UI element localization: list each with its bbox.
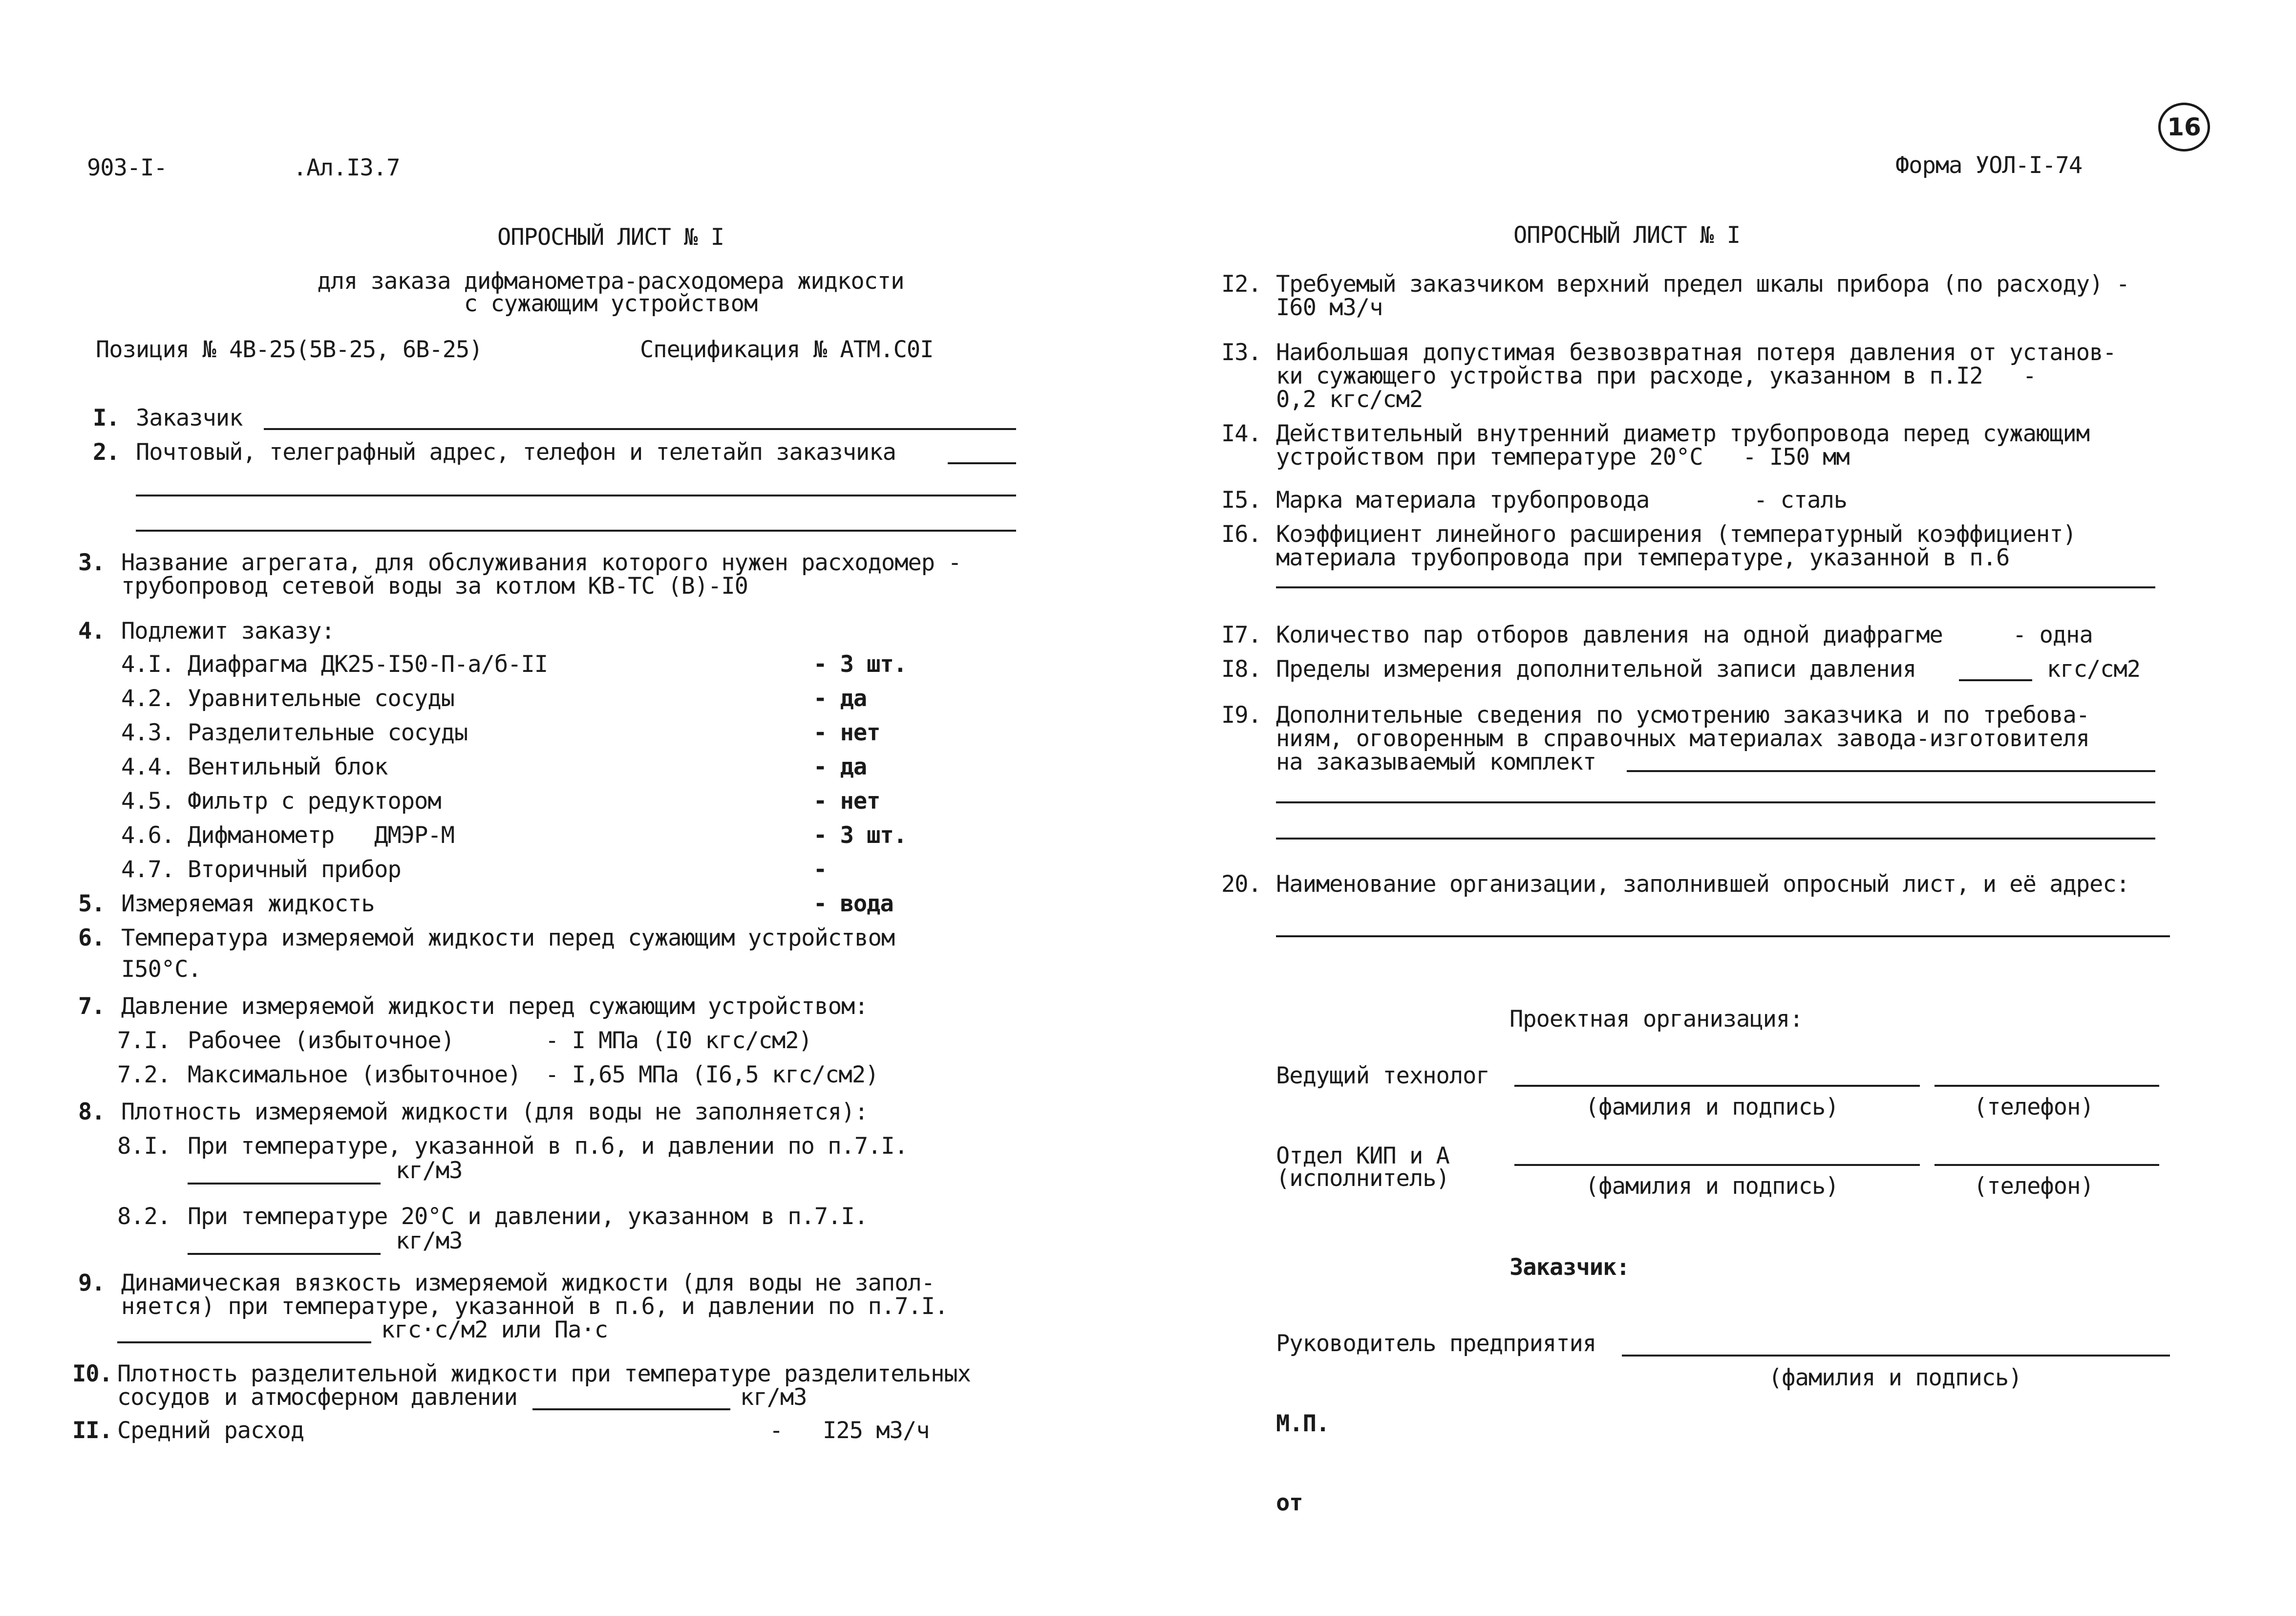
item-11-value: - I25 м3/ч xyxy=(769,1417,930,1444)
item-4-1-label: Диафрагма ДК25-I50-П-а/б-II xyxy=(188,651,548,678)
item-19-line-3: на заказываемый комплект xyxy=(1276,749,1596,776)
position: Позиция № 4В-25(5В-25, 6В-25) xyxy=(96,336,483,363)
item-4-2-value: - да xyxy=(813,685,867,712)
pressure-range-blank xyxy=(1959,679,2032,681)
executor-label: (исполнитель) xyxy=(1276,1165,1449,1192)
item-4-7-label: Вторичный прибор xyxy=(188,856,401,883)
item-4-5-value: - нет xyxy=(813,788,880,815)
item-14-line-2: устройством при температуре 20°С - I50 мм xyxy=(1276,444,1850,471)
item-8-number: 8. xyxy=(78,1099,105,1125)
item-13-line-2: ки сужающего устройства при расходе, указанном в п.I2 - xyxy=(1276,363,2036,389)
item-4-5-label: Фильтр с редуктором xyxy=(188,788,441,815)
item-10-number: I0. xyxy=(72,1360,112,1387)
lead-technologist-label: Ведущий технолог xyxy=(1276,1062,1489,1089)
item-11-number: II. xyxy=(72,1417,112,1444)
item-4-2-number: 4.2. xyxy=(121,685,175,712)
item-9-line-1: Динамическая вязкость измеряемой жидкости (для воды не запол- xyxy=(121,1270,935,1296)
viscosity-blank xyxy=(117,1341,371,1343)
item-4-3-label: Разделительные сосуды xyxy=(188,719,468,746)
item-17-label: Количество пар отборов давления на одной диафрагме xyxy=(1276,622,1943,648)
item-7-1-value: - I МПа (I0 кгс/см2) xyxy=(545,1027,812,1054)
right-title: ОПРОСНЫЙ ЛИСТ № I xyxy=(1513,222,1741,249)
item-8-1-number: 8.I. xyxy=(117,1133,171,1160)
item-10-unit: кг/м3 xyxy=(740,1384,807,1411)
item-19-line-1: Дополнительные сведения по усмотрению заказчика и по требова- xyxy=(1276,702,2090,729)
item-4-1-number: 4.I. xyxy=(121,651,175,678)
item-1-number: I. xyxy=(93,405,120,431)
item-4-5-number: 4.5. xyxy=(121,788,175,815)
item-4-label: Подлежит заказу: xyxy=(121,618,335,645)
item-14-line-1: Действительный внутренний диаметр трубопровода перед сужающим xyxy=(1276,420,2090,447)
item-12-number: I2. xyxy=(1221,271,1261,298)
item-15-label: Марка материала трубопровода xyxy=(1276,487,1650,514)
item-4-4-number: 4.4. xyxy=(121,754,175,780)
item-8-label: Плотность измеряемой жидкости (для воды не заполняется): xyxy=(121,1099,868,1125)
head-signature-blank xyxy=(1622,1355,2170,1357)
additional-info-blank-3 xyxy=(1276,838,2155,840)
item-7-1-label: Рабочее (избыточное) xyxy=(188,1027,454,1054)
kip-phone-caption: (телефон) xyxy=(1974,1173,2094,1200)
item-5-number: 5. xyxy=(78,890,105,917)
address-blank-1 xyxy=(948,462,1016,464)
item-4-4-value: - да xyxy=(813,754,867,780)
item-12-line-1: Требуемый заказчиком верхний предел шкалы прибора (по расходу) - xyxy=(1276,271,2129,298)
item-4-number: 4. xyxy=(78,618,105,645)
item-1-label: Заказчик xyxy=(136,405,243,431)
item-16-number: I6. xyxy=(1221,521,1261,548)
lead-technologist-phone-blank xyxy=(1935,1085,2159,1087)
date-label: от xyxy=(1276,1489,1303,1516)
item-11-label: Средний расход xyxy=(117,1417,304,1444)
item-4-1-value: - 3 шт. xyxy=(813,651,907,678)
item-4-3-value: - нет xyxy=(813,719,880,746)
item-4-6-label: Дифманометр ДМЭР-М xyxy=(188,822,454,849)
kip-name-caption: (фамилия и подпись) xyxy=(1585,1173,1839,1200)
item-5-value: - вода xyxy=(813,890,893,917)
item-10-line-1: Плотность разделительной жидкости при температуре разделительных xyxy=(117,1360,971,1387)
page-number-stamp xyxy=(2158,103,2210,151)
separating-density-blank xyxy=(532,1408,730,1410)
item-9-unit: кгс·с/м2 или Па·с xyxy=(381,1316,608,1343)
kip-signature-blank xyxy=(1514,1164,1920,1166)
item-7-2-label: Максимальное (избыточное) xyxy=(188,1061,521,1088)
item-2-number: 2. xyxy=(93,439,120,466)
item-9-number: 9. xyxy=(78,1270,105,1296)
density-8-1-blank xyxy=(188,1183,381,1185)
item-20-number: 20. xyxy=(1221,871,1261,898)
item-4-3-number: 4.3. xyxy=(121,719,175,746)
item-6-line-2: I50°С. xyxy=(121,956,201,983)
item-19-number: I9. xyxy=(1221,702,1261,729)
additional-info-blank-2 xyxy=(1276,801,2155,803)
item-4-7-value: - xyxy=(813,856,827,883)
lead-technologist-signature-blank xyxy=(1514,1085,1920,1087)
customer-blank xyxy=(264,428,1016,430)
item-8-1-unit: кг/м3 xyxy=(396,1157,463,1184)
item-18-label: Пределы измерения дополнительной записи давления xyxy=(1276,656,1916,683)
item-3-line-2: трубопровод сетевой воды за котлом КВ-ТС (В)-I0 xyxy=(121,573,748,600)
item-7-number: 7. xyxy=(78,993,105,1020)
form-code: Форма УОЛ-I-74 xyxy=(1895,152,2083,179)
address-blank-2 xyxy=(136,495,1016,496)
item-6-line-1: Температура измеряемой жидкости перед сужающим устройством xyxy=(121,925,895,951)
item-8-2-label: При температуре 20°С и давлении, указанном в п.7.I. xyxy=(188,1203,868,1230)
item-8-2-unit: кг/м3 xyxy=(396,1228,463,1254)
item-2-label: Почтовый, телеграфный адрес, телефон и телетайп заказчика xyxy=(136,439,896,466)
item-18-number: I8. xyxy=(1221,656,1261,683)
item-5-label: Измеряемая жидкость xyxy=(121,890,375,917)
item-20-label: Наименование организации, заполнившей опросный лист, и её адрес: xyxy=(1276,871,2129,898)
left-title: ОПРОСНЫЙ ЛИСТ № I xyxy=(497,224,724,251)
item-3-line-1: Название агрегата, для обслуживания которого нужен расходомер - xyxy=(121,549,961,576)
item-14-number: I4. xyxy=(1221,420,1261,447)
left-subtitle-2: с сужающим устройством xyxy=(464,290,758,317)
item-15-number: I5. xyxy=(1221,487,1261,514)
item-19-line-2: ниям, оговоренным в справочных материалах завода-изготовителя xyxy=(1276,725,2090,752)
item-4-6-value: - 3 шт. xyxy=(813,822,907,849)
item-10-line-2: сосудов и атмосферном давлении xyxy=(117,1384,517,1411)
specification: Спецификация № АТМ.С0I xyxy=(640,336,934,363)
coefficient-blank xyxy=(1276,586,2155,588)
item-4-4-label: Вентильный блок xyxy=(188,754,388,780)
item-18-unit: кгс/см2 xyxy=(2047,656,2141,683)
page-number: 16 xyxy=(2167,113,2201,141)
item-13-line-1: Наибольшая допустимая безвозвратная потеря давления от установ- xyxy=(1276,339,2116,366)
left-subtitle-1: для заказа дифманометра-расходомера жидкости xyxy=(317,268,904,295)
item-7-2-value: - I,65 МПа (I6,5 кгс/см2) xyxy=(545,1061,879,1088)
item-17-number: I7. xyxy=(1221,622,1261,648)
item-9-line-2: няется) при температуре, указанной в п.6, и давлении по п.7.I. xyxy=(121,1293,948,1320)
lead-technologist-name-caption: (фамилия и подпись) xyxy=(1585,1094,1839,1120)
head-of-enterprise-label: Руководитель предприятия xyxy=(1276,1330,1596,1357)
item-8-1-label: При температуре, указанной в п.6, и давлении по п.7.I. xyxy=(188,1133,908,1160)
kip-department-label: Отдел КИП и А xyxy=(1276,1142,1449,1169)
additional-info-blank-1 xyxy=(1627,770,2155,772)
head-name-caption: (фамилия и подпись) xyxy=(1768,1364,2022,1391)
item-7-1-number: 7.I. xyxy=(117,1027,171,1054)
item-4-2-label: Уравнительные сосуды xyxy=(188,685,454,712)
organization-address-blank xyxy=(1276,935,2170,937)
item-8-2-number: 8.2. xyxy=(117,1203,171,1230)
item-4-6-number: 4.6. xyxy=(121,822,175,849)
seal-place-label: М.П. xyxy=(1276,1410,1330,1437)
density-8-2-blank xyxy=(188,1253,381,1255)
item-12-line-2: I60 м3/ч xyxy=(1276,294,1383,321)
lead-technologist-phone-caption: (телефон) xyxy=(1974,1094,2094,1120)
design-organization-label: Проектная организация: xyxy=(1509,1006,1803,1033)
item-16-line-1: Коэффициент линейного расширения (температурный коэффициент) xyxy=(1276,521,2076,548)
item-3-number: 3. xyxy=(78,549,105,576)
customer-heading: Заказчик: xyxy=(1509,1254,1630,1281)
item-17-value: - одна xyxy=(2013,622,2093,648)
item-7-2-number: 7.2. xyxy=(117,1061,171,1088)
address-blank-3 xyxy=(136,530,1016,532)
item-6-number: 6. xyxy=(78,925,105,951)
item-4-7-number: 4.7. xyxy=(121,856,175,883)
doc-code-album: .Ал.I3.7 xyxy=(293,154,400,181)
doc-code-left: 903-I- xyxy=(87,154,167,181)
item-13-number: I3. xyxy=(1221,339,1261,366)
kip-phone-blank xyxy=(1935,1164,2159,1166)
item-16-line-2: материала трубопровода при температуре, указанной в п.6 xyxy=(1276,544,2010,571)
item-7-label: Давление измеряемой жидкости перед сужающим устройством: xyxy=(121,993,868,1020)
item-13-line-3: 0,2 кгс/см2 xyxy=(1276,386,1423,413)
item-15-value: - сталь xyxy=(1754,487,1848,514)
